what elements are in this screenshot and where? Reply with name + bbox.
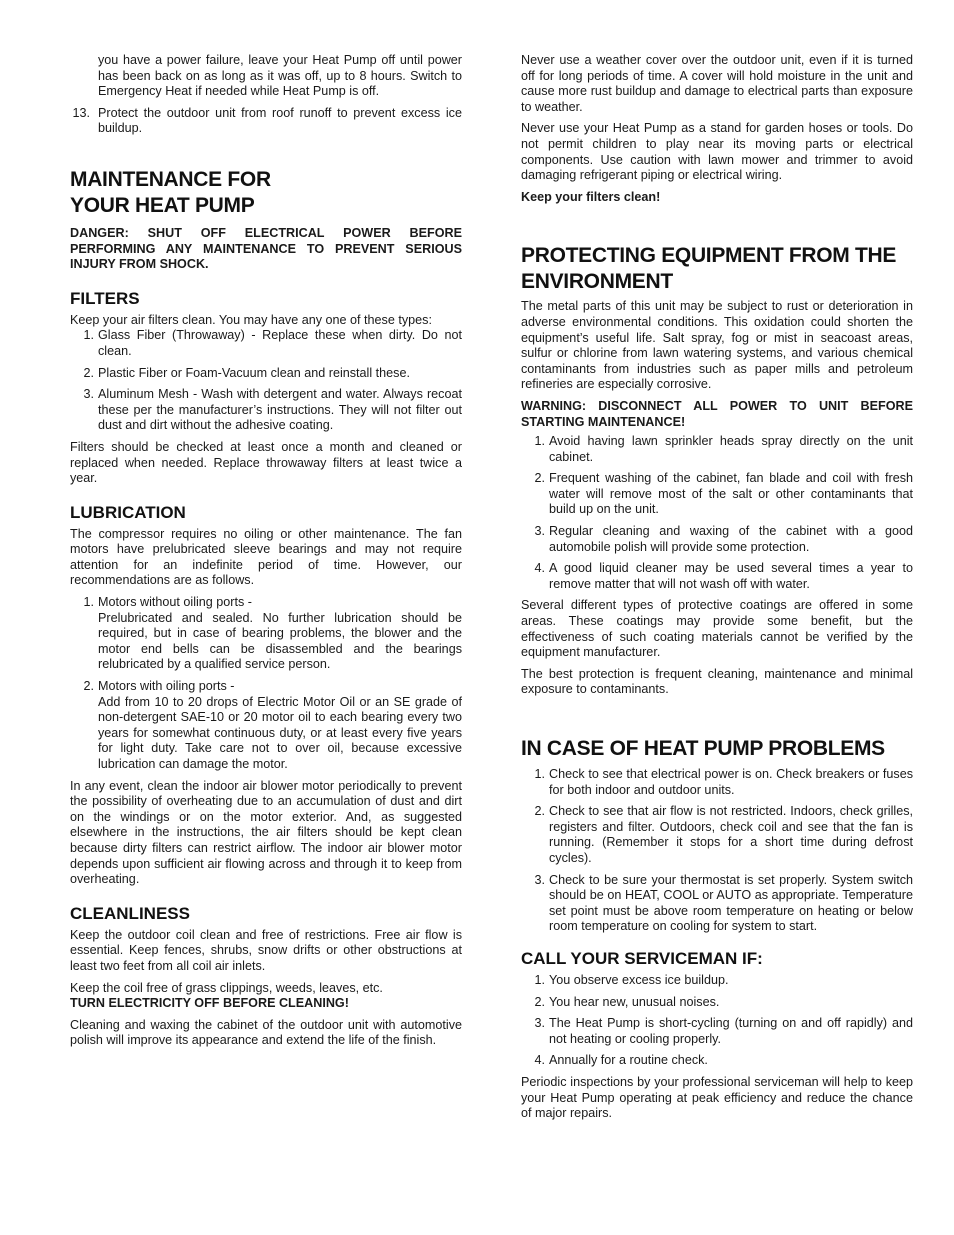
weather-cover-paragraph: Never use a weather cover over the outdoor unit, even if it is turned off for long periods of time. A cover will hold moisture in the unit and cause more rust buildup and damage to electrical parts than exposure to weather.: [521, 53, 913, 114]
list-text: Regular cleaning and waxing of the cabinet with a good automobile polish will provide some protection.: [549, 524, 913, 554]
item-13-list: [70, 106, 462, 137]
list-text: Protect the outdoor unit from roof runoff to prevent excess ice buildup.: [98, 105, 462, 136]
protecting-heading: [521, 243, 913, 295]
list-item: [521, 1053, 913, 1069]
list-number: 3.: [83, 387, 94, 402]
list-item: [70, 366, 462, 382]
protecting-paragraph-best: The best protection is frequent cleaning, maintenance and minimal exposure to contaminants.: [521, 666, 913, 697]
list-number: 1.: [534, 767, 545, 781]
filters-reminder: Keep your filters clean!: [521, 189, 661, 204]
list-text: Check to see that air flow is not restricted. Indoors, check grilles, registers and filter. Outdoors, check coil and see that the fan is running. (Remember it stops for a short time during defrost cycles).: [549, 804, 913, 865]
protecting-warning: WARNING: DISCONNECT ALL POWER TO UNIT BEFORE STARTING MAINTENANCE!: [521, 398, 913, 429]
serviceman-list: [521, 973, 913, 1069]
protecting-heading-line2: ENVIRONMENT: [521, 270, 673, 294]
list-text: You hear new, unusual noises.: [549, 994, 720, 1009]
list-item: [521, 1016, 913, 1047]
list-number: 1.: [534, 972, 545, 987]
problems-heading: IN CASE OF HEAT PUMP PROBLEMS: [521, 737, 885, 760]
cleanliness-warning: TURN ELECTRICITY OFF BEFORE CLEANING!: [70, 996, 349, 1011]
serviceman-heading: CALL YOUR SERVICEMAN IF:: [521, 948, 763, 968]
protecting-intro: The metal parts of this unit may be subject to rust or deterioration in adverse environmental conditions. This oxidation could shorten the equipment’s useful life. Salt spray, fog or mist in seacoast areas, sulfur or chlorine from lawn watering systems, and various chemical contaminants from industries such as paper mills and petroleum refineries are especially corrosive.: [521, 299, 913, 392]
list-number: 4.: [534, 1053, 545, 1068]
list-item: [521, 434, 913, 465]
filters-heading: FILTERS: [70, 288, 140, 308]
cleanliness-heading: CLEANLINESS: [70, 903, 190, 923]
list-number: 3.: [534, 872, 545, 887]
list-text: Check to be sure your thermostat is set properly. System switch should be on HEAT, COOL or AUTO as appropriate. Temperature set point must be above room temperature on heating or below room temperature on cooling for system to start.: [549, 872, 913, 934]
list-text: Check to see that electrical power is on. Check breakers or fuses for both indoor and outdoor units.: [549, 767, 913, 797]
problems-list: [521, 767, 913, 935]
list-text: Avoid having lawn sprinkler heads spray directly on the unit cabinet.: [549, 434, 913, 464]
list-item: [70, 679, 462, 773]
list-item: [521, 471, 913, 518]
list-item: [70, 328, 462, 359]
list-number: 2.: [83, 365, 94, 380]
list-number: 1.: [83, 328, 94, 343]
cleanliness-paragraph-2: [70, 981, 462, 1012]
list-number: 2.: [534, 804, 545, 819]
cleanliness-paragraph-3: Cleaning and waxing the cabinet of the outdoor unit with automotive polish will improve its appearance and extend the life of the finish.: [70, 1017, 462, 1048]
carry-over-paragraph: you have a power failure, leave your Heat Pump off until power has been back on as long as it was off, up to 8 hours. Switch to Emergency Heat if needed while Heat Pump is off.: [98, 53, 462, 99]
maintenance-heading-line1: MAINTENANCE FOR: [70, 167, 271, 191]
list-text: You observe excess ice buildup.: [549, 972, 729, 987]
list-text: Prelubricated and sealed. No further lubrication should be required, but in case of bearing problems, the blower and the motor end bells can be disassembled and the bearings relubricated by a qualified service person.: [98, 610, 462, 672]
list-number: 4.: [534, 561, 545, 576]
list-number: 2.: [83, 679, 94, 694]
list-item: [521, 995, 913, 1011]
filters-list: [70, 328, 462, 434]
list-text: Add from 10 to 20 drops of Electric Motor Oil or an SE grade of non-detergent SAE-10 or 20 motor oil to each bearing every two years for somewhat continuous duty, or at least every five years for light duty. Take care not to over oil, because excessive lubrication can damage the motor.: [98, 694, 462, 771]
list-item-title: Motors with oiling ports -: [98, 679, 235, 694]
lubrication-intro: The compressor requires no oiling or other maintenance. The fan motors have prelubricated sleeve bearings and may not require attention for an indefinite period of time. However, our recommendations are as follows.: [70, 526, 462, 588]
protecting-list: [521, 434, 913, 592]
list-item: [521, 804, 913, 866]
list-item: [521, 767, 913, 798]
list-text: Glass Fiber (Throwaway) - Replace these when dirty. Do not clean.: [98, 328, 462, 358]
list-text: The Heat Pump is short-cycling (turning on and off rapidly) and not heating or cooling properly.: [549, 1016, 913, 1046]
list-item: [70, 387, 462, 434]
lubrication-list: [70, 595, 462, 773]
list-number: 13.: [72, 105, 90, 120]
filters-intro: Keep your air filters clean. You may have any one of these types:: [70, 312, 432, 327]
protecting-paragraph-coatings: Several different types of protective coatings are offered in some areas. These coatings may provide some benefit, but the effectiveness of such coating materials cannot be verified by the equipment manufacturer.: [521, 598, 913, 660]
list-item-title: Motors without oiling ports -: [98, 595, 252, 610]
list-text: Frequent washing of the cabinet, fan blade and coil with fresh water will remove most of the salt or other contaminants that build up on the unit.: [549, 471, 913, 517]
cleanliness-paragraph-2-text: Keep the coil free of grass clippings, weeds, leaves, etc.: [70, 980, 383, 995]
serviceman-outro: Periodic inspections by your professional serviceman will help to keep your Heat Pump operating at peak efficiency and reduce the chance of major repairs.: [521, 1074, 913, 1121]
list-number: 1.: [83, 595, 94, 610]
list-text: Annually for a routine check.: [549, 1053, 708, 1068]
list-item: [70, 106, 462, 137]
lubrication-outro: In any event, clean the indoor air blower motor periodically to prevent the possibility of overheating due to an accumulation of dust and dirt on the windings or on the motor exterior. And, as suggested elsewhere in the instructions, the air filters should be kept clean because dirty filters can restrict airflow. The indoor air blower motor depends upon sufficient air flowing across and through it to keep from overheating.: [70, 778, 462, 887]
right-column: [521, 53, 913, 1128]
danger-notice: DANGER: SHUT OFF ELECTRICAL POWER BEFORE PERFORMING ANY MAINTENANCE TO PREVENT SERIOUS INJURY FROM SHOCK.: [70, 225, 462, 272]
list-item: [521, 524, 913, 555]
maintenance-heading-line2: YOUR HEAT PUMP: [70, 193, 255, 217]
list-item: [521, 561, 913, 592]
lubrication-heading: LUBRICATION: [70, 502, 186, 522]
list-text: Aluminum Mesh - Wash with detergent and water. Always recoat these per the manufacturer’s instructions. They will not filter out dust and dirt without the adhesive coating.: [98, 387, 462, 433]
protecting-heading-line1: PROTECTING EQUIPMENT FROM THE: [521, 244, 897, 268]
left-column: [70, 53, 462, 1055]
list-number: 2.: [534, 471, 545, 486]
list-item: [521, 873, 913, 935]
list-text: Plastic Fiber or Foam-Vacuum clean and reinstall these.: [98, 365, 410, 380]
maintenance-heading: [70, 167, 462, 219]
filters-outro: Filters should be checked at least once a month and cleaned or replaced when needed. Replace throwaway filters at least twice a year.: [70, 439, 462, 486]
list-number: 3.: [534, 1016, 545, 1031]
list-item: [521, 973, 913, 989]
list-text: A good liquid cleaner may be used several times a year to remove matter that will not wash off with water.: [549, 561, 913, 591]
list-number: 3.: [534, 524, 545, 539]
cleanliness-paragraph-1: Keep the outdoor coil clean and free of restrictions. Free air flow is essential. Keep fences, shrubs, snow drifts or other obstructions at least two feet from all coil air inlets.: [70, 927, 462, 973]
list-item: [70, 595, 462, 673]
garden-hose-paragraph: Never use your Heat Pump as a stand for garden hoses or tools. Do not permit children to play near its moving parts or electrical components. Use caution with lawn mower and trimmer to avoid damaging refrigerant piping or electrical wiring.: [521, 121, 913, 183]
list-number: 2.: [534, 994, 545, 1009]
list-number: 1.: [534, 434, 545, 449]
